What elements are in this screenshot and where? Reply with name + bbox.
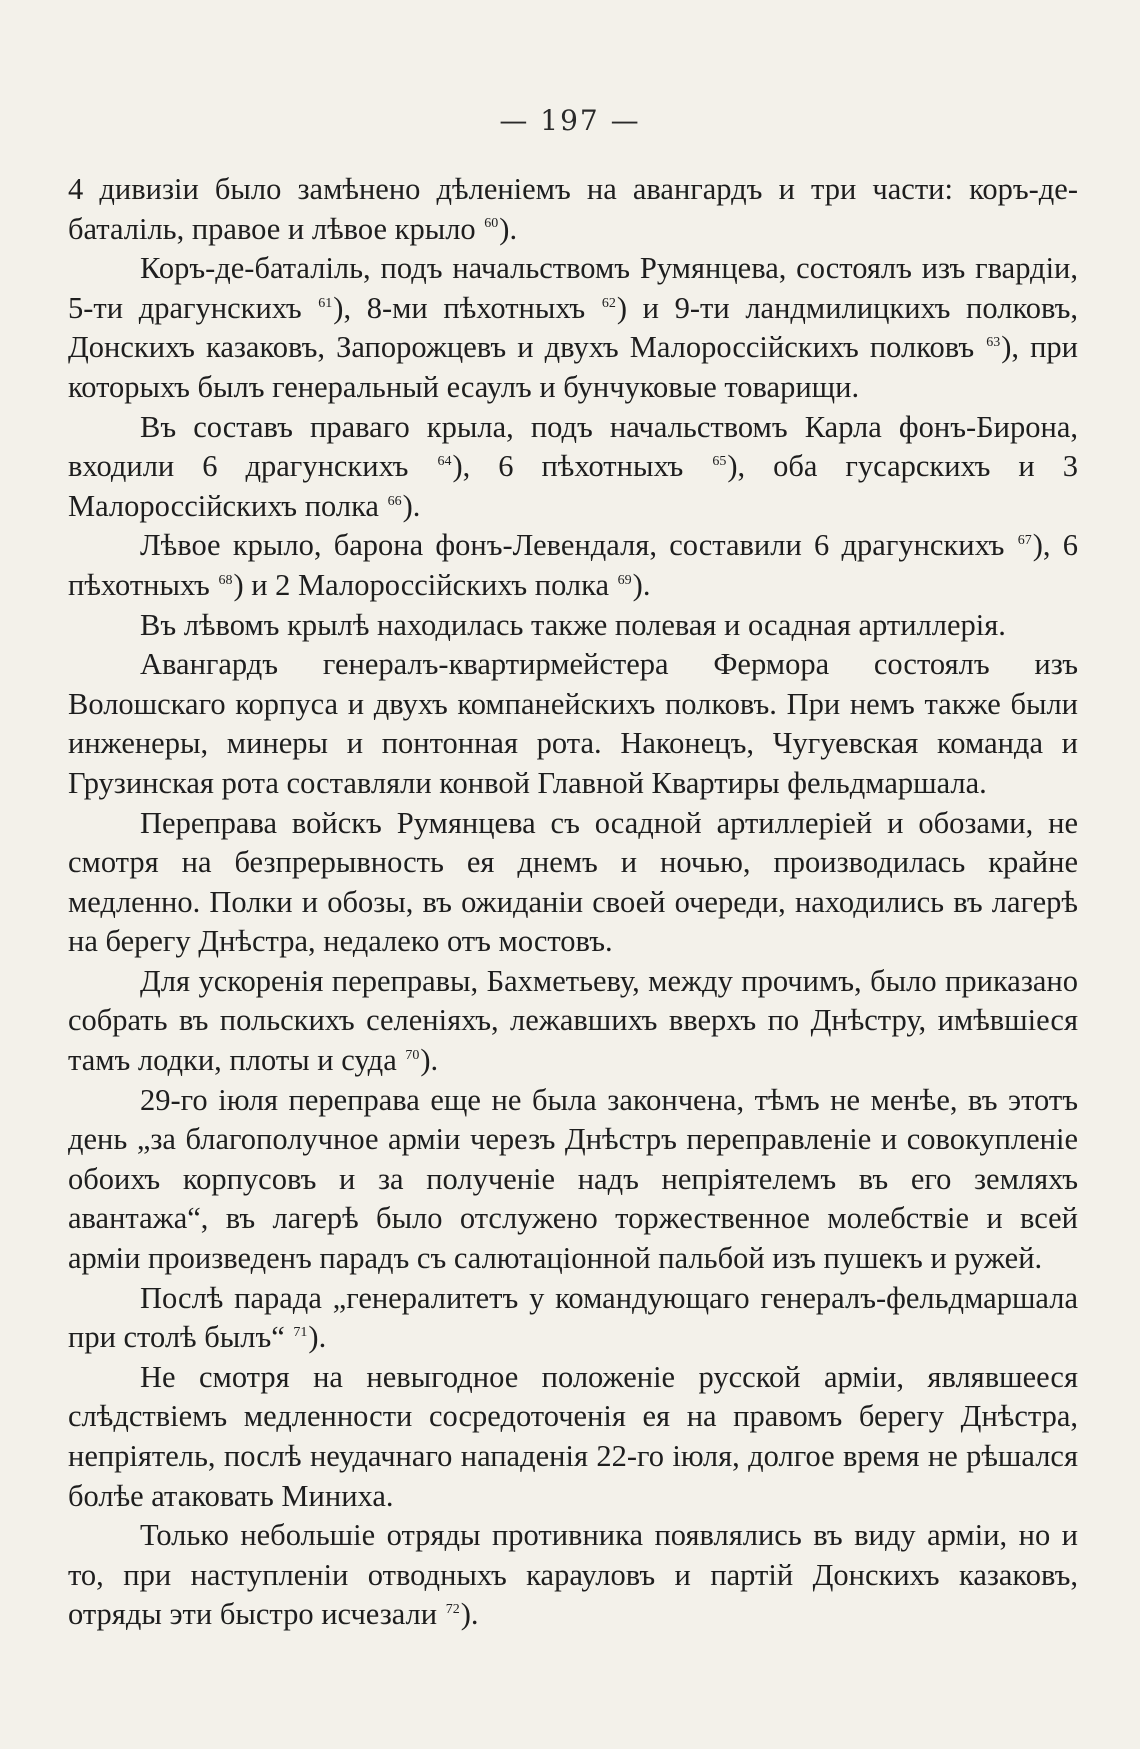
paragraph [68,804,1078,962]
text-run: Авангардъ генералъ-квартирмейстера Фермора состоялъ изъ Волошскаго корпуса и двухъ компанейскихъ полковъ. При немъ также были инженеры, минеры и понтонная рота. Наконецъ, Чугуевская команда и Грузинская рота составляли конвой Главной Квартиры фельдмаршала. [68,647,1078,800]
paragraph [68,408,1078,527]
footnote-marker: 60 [484,216,499,232]
text-run: ). [460,1597,479,1632]
footnote-marker: 69 [617,572,632,588]
paragraph [68,962,1078,1081]
page-number: — 197 — [499,104,641,137]
paragraph [68,1279,1078,1358]
paragraph [68,1081,1078,1279]
paragraph [68,1516,1078,1635]
paragraph [68,249,1078,407]
text-run: Послѣ парада „генералитетъ у командующаго генералъ-фельдмаршала при столѣ былъ“ [68,1280,1078,1355]
paragraph [68,170,1078,249]
text-run: Не смотря на невыгодное положеніе русской арміи, являвшееся слѣдствіемъ медленности сосредоточенія ея на правомъ берегу Днѣстра, непріятель, послѣ неудачнаго нападенія 22-го іюля, долгое время не рѣшался болѣе атаковать Миниха. [68,1359,1078,1513]
text-run: ). [420,1043,439,1078]
text-run: ), при которыхъ былъ генеральный есаулъ и бунчуковые товарищи. [68,330,1079,404]
footnote-marker: 61 [318,295,333,311]
footnote-marker: 71 [293,1325,308,1341]
text-run: ) и 9-ти ландмилицкихъ полковъ, Донскихъ казаковъ, Запорожцевъ и двухъ Малороссійскихъ полковъ [68,290,1079,365]
paragraph [68,1358,1078,1516]
footnote-marker: 65 [712,454,727,469]
paragraph [68,526,1078,605]
text-run: ), 6 пѣхотныхъ [452,449,712,484]
text-run: ). [308,1320,327,1355]
footnote-marker: 72 [445,1602,460,1618]
footnote-marker: 66 [387,493,402,509]
footnote-marker: 63 [986,335,1001,351]
text-run: Лѣвое крыло, барона фонъ-Левендаля, составили 6 драгунскихъ [140,528,1017,563]
footnote-marker: 62 [601,295,616,311]
text-run: ). [402,488,421,523]
text-run: Коръ-де-баталіль, подъ начальствомъ Румянцева, состоялъ изъ гвардіи, 5-ти драгунскихъ [68,251,1078,325]
text-run: ). [499,211,518,246]
text-run: Для ускоренія переправы, Бахметьеву, между прочимъ, было приказано собрать въ польскихъ селеніяхъ, лежавшихъ вверхъ по Днѣстру, имѣвшіеся тамъ лодки, плоты и суда [68,963,1078,1078]
text-run: Въ составъ праваго крыла, подъ начальствомъ Карла фонъ-Бирона, входили 6 драгунскихъ [68,409,1078,484]
text-run: ), 8-ми пѣхотныхъ [333,290,601,325]
text-run: ), оба гусарскихъ и 3 Малороссійскихъ полка [68,449,1078,523]
footnote-marker: 67 [1017,533,1032,549]
footnote-marker: 70 [405,1047,420,1063]
text-run: Переправа войскъ Румянцева съ осадной артиллеріей и обозами, не смотря на безпрерывность ея днемъ и ночью, производилась крайне медленно. Полки и обозы, въ ожиданіи своей очереди, находились въ лагерѣ на берегу Днѣстра, недалеко отъ мостовъ. [68,805,1078,959]
text-run: ). [632,567,651,602]
page-body-text [68,170,1078,1635]
text-run: ), 6 пѣхотныхъ [68,528,1078,602]
footnote-marker: 68 [218,572,233,588]
text-run: ) и 2 Малороссійскихъ полка [233,567,617,602]
text-run: 4 дивизіи было замѣнено дѣленіемъ на авангардъ и три части: коръ-де-баталіль, правое и лѣвое крыло [68,172,1078,246]
paragraph [68,606,1078,646]
text-run: 29-го іюля переправа еще не была закончена, тѣмъ не менѣе, въ этотъ день „за благополучное арміи черезъ Днѣстръ переправленіе и совокупленіе обоихъ корпусовъ и за полученіе надъ непріятелемъ въ его земляхъ авантажа“, въ лагерѣ было отслужено торжественное молебствіе и всей арміи произведенъ парадъ съ салютаціонной пальбой изъ пушекъ и ружей. [68,1082,1078,1276]
footnote-marker: 64 [437,454,452,469]
text-run: Только небольшіе отряды противника появлялись въ виду арміи, но и то, при наступленіи отводныхъ карауловъ и партій Донскихъ казаковъ, отряды эти быстро исчезали [68,1518,1078,1632]
paragraph [68,645,1078,803]
text-run: Въ лѣвомъ крылѣ находилась также полевая и осадная артиллерія. [140,607,1006,642]
